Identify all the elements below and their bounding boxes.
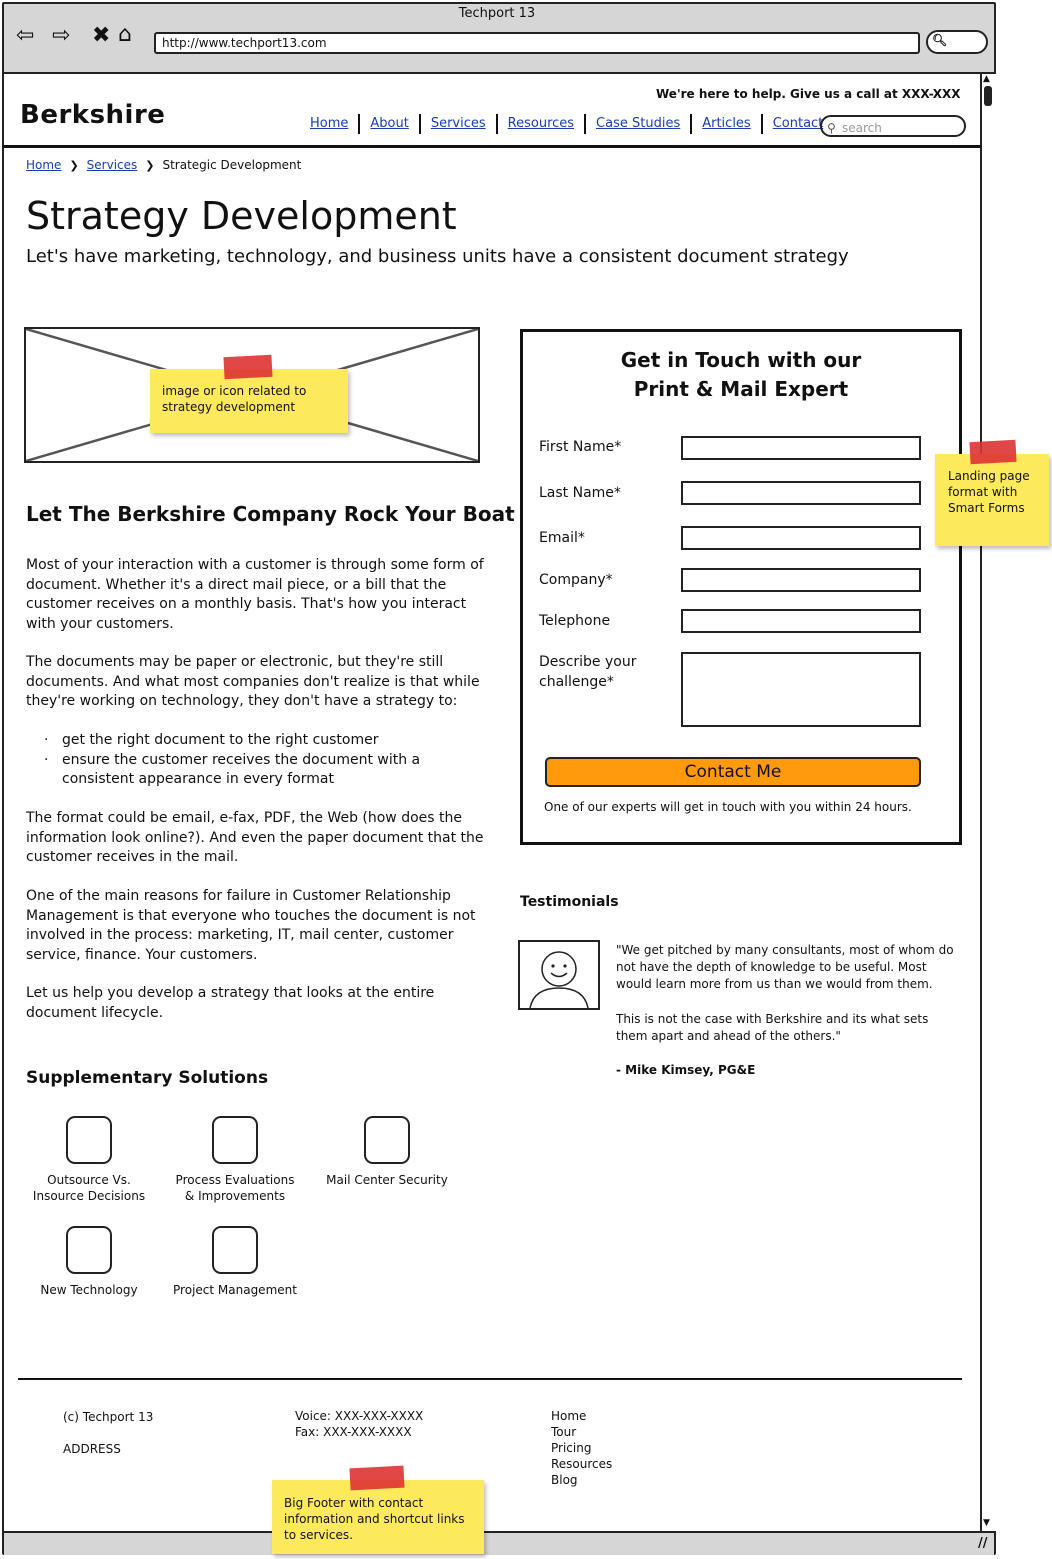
solution-item[interactable] xyxy=(170,1116,300,1204)
footer-address: ADDRESS xyxy=(63,1442,121,1456)
article-heading: Let The Berkshire Company Rock Your Boat xyxy=(26,502,515,526)
bullet-list xyxy=(44,731,464,790)
solution-icon xyxy=(66,1226,112,1274)
scroll-up-icon[interactable]: ▲ xyxy=(983,74,990,84)
breadcrumb-home[interactable]: Home xyxy=(26,158,62,172)
nav-articles[interactable]: Articles xyxy=(692,114,762,134)
solution-label: Outsource Vs. Insource Decisions xyxy=(32,1173,146,1203)
article-paragraph: Let us help you develop a strategy that looks at the entire document lifecycle. xyxy=(26,985,435,1021)
solution-label: New Technology xyxy=(40,1283,138,1297)
article-paragraph: The format could be email, e-fax, PDF, the Web (how does the information look online?). And even the paper document that the customer receives in the mail. xyxy=(26,810,484,865)
page-title: Strategy Development xyxy=(26,194,457,238)
nav-home[interactable]: Home xyxy=(300,114,360,134)
footer-divider xyxy=(18,1378,962,1380)
tape xyxy=(969,440,1016,464)
telephone-label: Telephone xyxy=(539,613,611,629)
telephone-field[interactable] xyxy=(681,609,921,633)
footer-fax: Fax: XXX-XXX-XXXX xyxy=(295,1425,412,1439)
stop-icon[interactable]: ✖ xyxy=(92,23,111,48)
scrollbar-thumb[interactable] xyxy=(984,86,992,106)
challenge-label-line: Describe your xyxy=(539,654,637,670)
list-item: · get the right document to the right customer xyxy=(44,731,464,751)
nav-contact[interactable]: Contact xyxy=(772,116,824,131)
avatar xyxy=(518,940,600,1010)
breadcrumb-current: Strategic Development xyxy=(162,158,302,172)
nav-case-studies[interactable]: Case Studies xyxy=(586,114,692,134)
resize-grip-icon[interactable]: // xyxy=(978,1536,988,1551)
breadcrumb-services[interactable]: Services xyxy=(86,158,138,172)
challenge-label-line: challenge* xyxy=(539,674,614,690)
article-paragraph: Most of your interaction with a customer is through some form of document. Whether it's a direct mail piece, or a bill that the customer receives on a monthly basis. That's how you interact with your customers. xyxy=(26,557,484,632)
browser-search-field[interactable] xyxy=(926,30,988,54)
nav-resources[interactable]: Resources xyxy=(498,114,586,134)
supplementary-heading: Supplementary Solutions xyxy=(26,1068,269,1088)
form-title-line: Print & Mail Expert xyxy=(633,377,849,401)
chevron-right-icon: ❯ xyxy=(69,158,79,172)
company-label: Company* xyxy=(539,572,613,588)
address-bar[interactable]: http://www.techport13.com xyxy=(154,32,920,54)
tape xyxy=(349,1466,404,1491)
email-label: Email* xyxy=(539,530,585,546)
form-title-line: Get in Touch with our xyxy=(620,348,862,372)
search-icon: 🔍︎ xyxy=(932,33,948,47)
landing-sticky-note xyxy=(935,454,1049,546)
solution-icon xyxy=(364,1116,410,1164)
last-name-field[interactable] xyxy=(681,481,921,505)
solution-item[interactable] xyxy=(24,1226,154,1298)
help-callout: We're here to help. Give us a call at XXX-XXX xyxy=(656,87,961,101)
footer-link-tour[interactable]: Tour xyxy=(551,1425,577,1439)
search-placeholder: search xyxy=(842,121,882,135)
email-field[interactable] xyxy=(681,526,921,550)
footer-note-text: Big Footer with contact information and shortcut links to services. xyxy=(284,1496,465,1542)
breadcrumb xyxy=(26,158,301,172)
chevron-right-icon: ❯ xyxy=(145,158,155,172)
window-title: Techport 13 xyxy=(458,6,536,21)
footer-copyright: (c) Techport 13 xyxy=(63,1410,154,1424)
status-bar xyxy=(4,1531,994,1555)
footer-link-pricing[interactable]: Pricing xyxy=(551,1441,592,1455)
solution-item[interactable] xyxy=(170,1226,300,1298)
main-nav xyxy=(300,114,833,134)
quote-author: - Mike Kimsey, PG&E xyxy=(616,1063,756,1077)
footer-sticky-note xyxy=(272,1480,484,1554)
forward-icon[interactable]: ⇨ xyxy=(52,23,71,48)
footer-voice: Voice: XXX-XXX-XXXX xyxy=(295,1409,424,1423)
company-field[interactable] xyxy=(681,568,921,592)
user-icon xyxy=(520,942,598,1008)
footer-link-resources[interactable]: Resources xyxy=(551,1457,613,1471)
solution-icon xyxy=(66,1116,112,1164)
solution-item[interactable] xyxy=(322,1116,452,1188)
quote-paragraph: "We get pitched by many consultants, most of whom do not have the depth of knowledge to be useful. Most would learn more from us than we would from them. xyxy=(616,943,954,991)
testimonial-quote xyxy=(616,942,956,1079)
image-sticky-note xyxy=(150,369,348,433)
solution-label: Process Evaluations & Improvements xyxy=(175,1173,295,1203)
back-icon[interactable]: ⇦ xyxy=(16,23,35,48)
solution-item[interactable] xyxy=(24,1116,154,1204)
testimonials-heading: Testimonials xyxy=(520,894,619,910)
brand-logo[interactable]: Berkshire xyxy=(20,100,166,130)
first-name-field[interactable] xyxy=(681,436,921,460)
quote-paragraph: This is not the case with Berkshire and its what sets them apart and ahead of the others." xyxy=(616,1012,929,1043)
site-search-input[interactable] xyxy=(820,115,966,137)
contact-me-button[interactable]: Contact Me xyxy=(545,757,921,787)
header-divider xyxy=(4,145,980,148)
first-name-label: First Name* xyxy=(539,439,622,455)
last-name-label: Last Name* xyxy=(539,485,621,501)
footer-link-home[interactable]: Home xyxy=(551,1409,587,1423)
nav-about[interactable]: About xyxy=(360,114,420,134)
nav-services[interactable]: Services xyxy=(421,114,498,134)
vertical-scrollbar[interactable] xyxy=(980,74,996,1531)
challenge-textarea[interactable] xyxy=(681,652,921,727)
page-subtitle: Let's have marketing, technology, and business units have a consistent document strategy xyxy=(26,246,849,267)
form-note: One of our experts will get in touch with you within 24 hours. xyxy=(544,800,912,814)
article-paragraph: The documents may be paper or electronic, but they're still documents. And what most companies don't realize is that while they're working on technology, they don't have a strategy to: xyxy=(26,654,480,709)
solution-icon xyxy=(212,1226,258,1274)
solution-label: Project Management xyxy=(173,1283,297,1297)
search-icon: ⚲ xyxy=(827,121,836,135)
challenge-label xyxy=(539,652,636,692)
footer-links xyxy=(551,1408,612,1488)
form-title xyxy=(520,346,962,404)
image-note-text: image or icon related to strategy development xyxy=(162,384,307,414)
list-item: · ensure the customer receives the document with a consistent appearance in every format xyxy=(44,751,464,790)
footer-link-blog[interactable]: Blog xyxy=(551,1473,578,1487)
article-paragraph: One of the main reasons for failure in Customer Relationship Management is that everyone who touches the document is not involved in the process: marketing, IT, mail center, customer service, finance. Your customers. xyxy=(26,888,476,963)
solution-icon xyxy=(212,1116,258,1164)
scroll-down-icon[interactable]: ▼ xyxy=(983,1518,990,1528)
solution-label: Mail Center Security xyxy=(326,1173,448,1187)
home-icon[interactable]: ⌂ xyxy=(118,22,132,47)
landing-note-text: Landing page format with Smart Forms xyxy=(948,469,1030,515)
tape xyxy=(223,355,272,379)
